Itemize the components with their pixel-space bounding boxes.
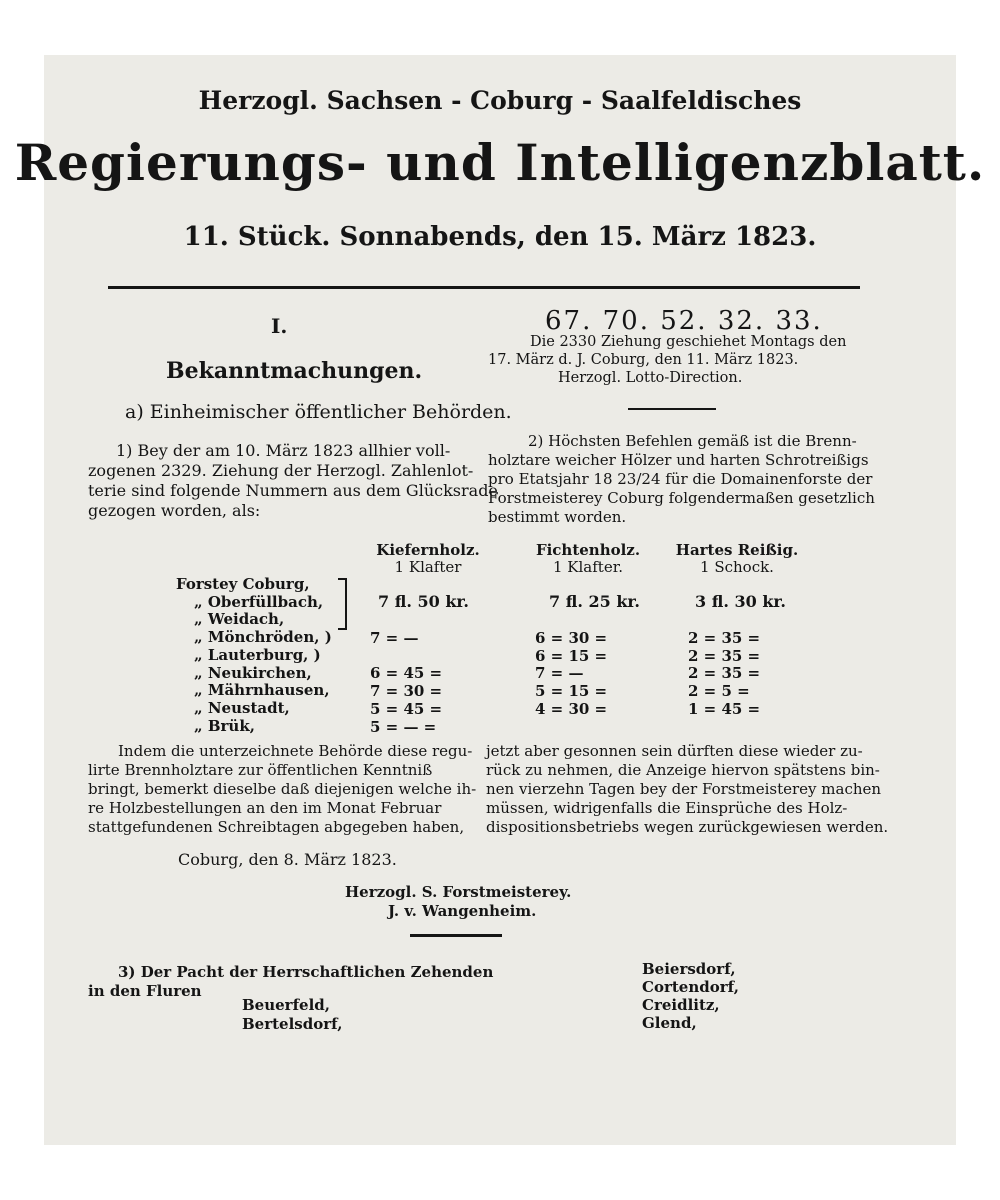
signature-authority: Herzogl. S. Forstmeisterey.	[345, 883, 572, 901]
group-price-reisig: 3 fl. 30 kr.	[695, 592, 786, 611]
place-name: Beuerfeld,	[242, 996, 330, 1014]
item2-line: Forstmeisterey Coburg folgendermaßen gesetzlich	[488, 489, 875, 507]
masthead-rule	[108, 286, 860, 289]
subsection-title: a) Einheimischer öffentlicher Behörden.	[125, 401, 512, 423]
col-header-kiefern-name: Kiefernholz.	[376, 541, 480, 559]
date-line: Coburg, den 8. März 1823.	[178, 850, 397, 869]
divider-rule	[628, 408, 716, 410]
forest-row: „ Neustadt,	[194, 698, 290, 717]
forest-row: „ Brük,	[194, 716, 255, 735]
place-name: Glend,	[642, 1014, 697, 1032]
item3-line2: in den Fluren	[88, 982, 202, 1000]
forest-row: „ Weidach,	[194, 610, 285, 629]
places-left	[242, 996, 342, 1034]
closing-line: re Holzbestellungen an den im Monat Februar	[88, 799, 442, 817]
closing-right	[486, 742, 888, 837]
item2-line: bestimmt worden.	[488, 508, 627, 526]
item3-line1: 3) Der Pacht der Herrschaftlichen Zehenden	[118, 963, 494, 981]
group-bracket	[338, 578, 347, 630]
price-cell: 2 = 5 =	[688, 682, 750, 701]
closing-line: nen vierzehn Tagen bey der Forstmeisterey machen	[486, 780, 882, 798]
price-cell: 5 = — =	[370, 717, 437, 736]
item2-line: 2) Höchsten Befehlen gemäß ist die Brenn-	[528, 432, 857, 450]
place-name: Beiersdorf,	[642, 960, 736, 978]
group-price-fichten: 7 fl. 25 kr.	[549, 592, 640, 611]
signature-rule	[410, 934, 502, 937]
price-cell: 6 = 45 =	[370, 664, 443, 683]
forest-row: Forstey Coburg,	[176, 575, 310, 593]
price-cell: 7 = —	[535, 664, 584, 683]
item2-line: pro Etatsjahr 18 23/24 für die Domainenforste der	[488, 470, 873, 488]
forest-row: „ Mährnhausen,	[194, 681, 330, 700]
kiefern-prices	[370, 630, 442, 736]
price-cell: 5 = 45 =	[370, 699, 443, 718]
col-header-fichten-name: Fichtenholz.	[535, 541, 641, 559]
closing-line: rück zu nehmen, die Anzeige hiervon spätstens bin-	[486, 761, 880, 779]
closing-left	[88, 742, 476, 837]
price-cell: 2 = 35 =	[688, 646, 761, 665]
col-header-fichten	[528, 542, 648, 576]
item1-line: zogenen 2329. Ziehung der Herzogl. Zahlenlot-	[88, 461, 474, 480]
item1-text	[88, 441, 498, 521]
price-cell: 2 = 35 =	[688, 664, 761, 683]
lottery-note	[488, 333, 846, 387]
masthead-subtitle: Herzogl. Sachsen - Coburg - Saalfeldisches	[198, 86, 802, 115]
lottery-numbers: 67. 70. 52. 32. 33.	[545, 306, 823, 336]
places-right	[642, 960, 739, 1032]
lottery-note-line: Die 2330 Ziehung geschiehet Montags den	[530, 334, 847, 350]
col-header-kiefern-unit: 1 Klafter	[394, 558, 462, 576]
place-name: Bertelsdorf,	[242, 1015, 343, 1033]
masthead-title: Regierungs- und Intelligenzblatt.	[14, 133, 986, 192]
group-price-kiefern: 7 fl. 50 kr.	[378, 592, 469, 611]
section-number: I.	[271, 314, 288, 338]
signature-name: J. v. Wangenheim.	[388, 902, 537, 920]
lottery-note-line: Herzogl. Lotto-Direction.	[558, 370, 743, 386]
closing-line: bringt, bemerkt dieselbe daß diejenigen welche ih-	[88, 780, 477, 798]
item2-text	[488, 432, 875, 527]
forest-list	[176, 576, 332, 735]
forest-row: „ Neukirchen,	[194, 663, 312, 682]
item1-line: 1) Bey der am 10. März 1823 allhier voll-	[116, 441, 451, 460]
price-cell: 6 = 15 =	[535, 646, 608, 665]
price-cell: 7 = —	[370, 629, 419, 647]
price-cell: 6 = 30 =	[535, 629, 608, 647]
item2-line: holztare weicher Hölzer und harten Schrotreißigs	[488, 451, 869, 469]
closing-line: stattgefundenen Schreibtagen abgegeben haben,	[88, 818, 465, 836]
price-cell: 5 = 15 =	[535, 682, 608, 701]
price-cell: 4 = 30 =	[535, 699, 608, 718]
reisig-prices	[688, 630, 760, 719]
col-header-fichten-unit: 1 Klafter.	[552, 558, 623, 576]
col-header-reisig	[672, 542, 802, 576]
lottery-note-line: 17. März d. J. Coburg, den 11. März 1823.	[488, 352, 799, 368]
closing-line: Indem die unterzeichnete Behörde diese regu-	[118, 742, 473, 760]
closing-line: jetzt aber gesonnen sein dürften diese wieder zu-	[486, 742, 863, 760]
item1-line: terie sind folgende Nummern aus dem Glücksrade	[88, 481, 498, 500]
col-header-reisig-unit: 1 Schock.	[700, 558, 774, 576]
closing-line: müssen, widrigenfalls die Einsprüche des Holz-	[486, 799, 848, 817]
forest-row: „ Mönchröden, )	[194, 628, 332, 647]
fichten-prices	[535, 630, 607, 719]
price-cell: 7 = 30 =	[370, 682, 443, 701]
forest-row: „ Oberfüllbach,	[194, 592, 324, 611]
section-title: Bekanntmachungen.	[166, 358, 423, 384]
place-name: Cortendorf,	[642, 978, 739, 996]
closing-line: lirte Brennholztare zur öffentlichen Kenntniß	[88, 761, 433, 779]
forest-row: „ Lauterburg, )	[194, 645, 321, 664]
closing-line: dispositionsbetriebs wegen zurückgewiesen werden.	[486, 818, 889, 836]
price-cell: 2 = 35 =	[688, 629, 761, 647]
price-cell: 1 = 45 =	[688, 699, 761, 718]
issue-line: 11. Stück. Sonnabends, den 15. März 1823.	[183, 222, 817, 252]
place-name: Creidlitz,	[642, 996, 720, 1014]
col-header-kiefern	[368, 542, 488, 576]
col-header-reisig-name: Hartes Reißig.	[675, 541, 799, 559]
item1-line: gezogen worden, als:	[88, 501, 261, 520]
